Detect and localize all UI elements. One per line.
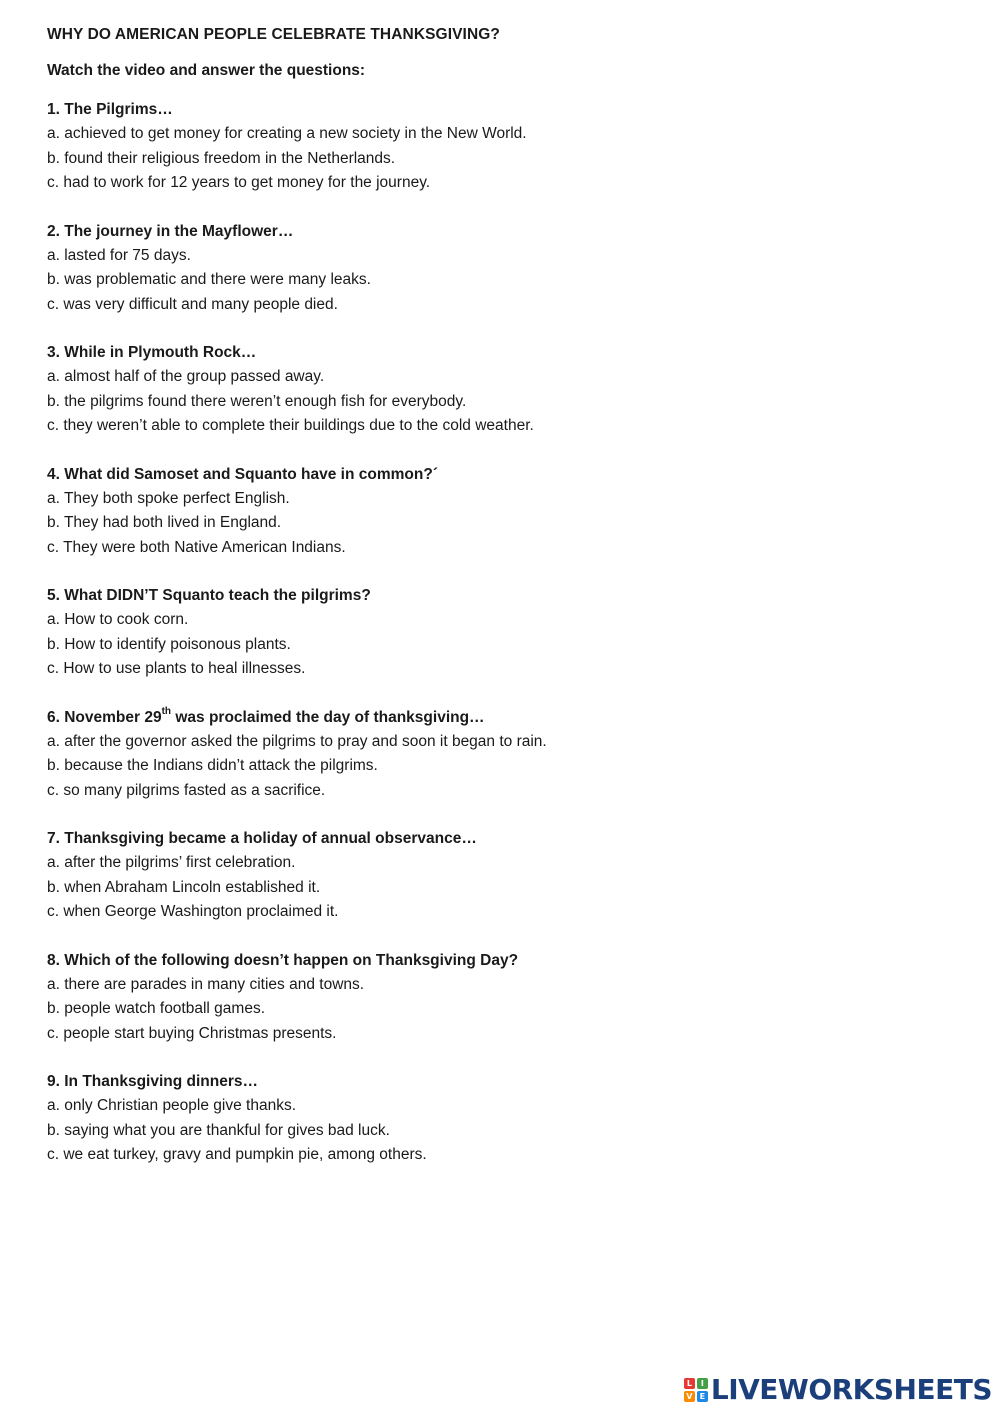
logo-mark-tile: I (697, 1378, 708, 1389)
answer-option-c[interactable]: c. people start buying Christmas presents. (47, 1024, 337, 1042)
question-prompt-end: was proclaimed the day of thanksgiving… (171, 708, 485, 726)
question-prompt: 3. While in Plymouth Rock… (47, 344, 257, 361)
question-prompt: 9. In Thanksgiving dinners… (47, 1073, 259, 1090)
question-prompt (47, 706, 947, 730)
answer-option-c[interactable]: c. when George Washington proclaimed it. (47, 903, 339, 920)
answer-option-b[interactable]: b. How to identify poisonous plants. (47, 635, 291, 653)
answer-option-a[interactable]: a. achieved to get money for creating a new society in the New World. (47, 125, 527, 142)
answer-option-c[interactable]: c. How to use plants to heal illnesses. (47, 660, 306, 677)
answer-option-c[interactable]: c. they weren’t able to complete their buildings due to the cold weather. (47, 417, 534, 434)
answer-option-a[interactable]: a. lasted for 75 days. (47, 246, 191, 264)
answer-option-a[interactable]: a. there are parades in many cities and towns. (47, 975, 365, 993)
page-title: WHY DO AMERICAN PEOPLE CELEBRATE THANKSGIVING? (47, 26, 500, 43)
question-prompt: 7. Thanksgiving became a holiday of annual observance… (47, 830, 477, 847)
liveworksheets-logo (684, 1373, 992, 1407)
answer-option-a[interactable]: a. after the governor asked the pilgrims to pray and soon it began to rain. (47, 732, 547, 750)
answer-option-b[interactable]: b. was problematic and there were many leaks. (47, 271, 371, 288)
question-9 (47, 1070, 947, 1168)
question-3 (47, 341, 947, 439)
logo-mark-tile: L (684, 1378, 695, 1389)
question-4 (47, 463, 947, 561)
question-5 (47, 584, 947, 682)
question-7 (47, 827, 947, 925)
question-prompt: 1. The Pilgrims… (47, 101, 173, 118)
instruction-text: Watch the video and answer the questions: (47, 62, 366, 79)
logo-mark-tile: E (697, 1391, 708, 1402)
answer-option-b[interactable]: b. found their religious freedom in the Netherlands. (47, 149, 396, 167)
answer-option-b[interactable]: b. the pilgrims found there weren’t enough fish for everybody. (47, 392, 467, 410)
answer-option-b[interactable]: b. people watch football games. (47, 1000, 265, 1017)
answer-option-a[interactable]: a. They both spoke perfect English. (47, 489, 290, 507)
worksheet-page (47, 24, 947, 1192)
ordinal-superscript: th (161, 706, 172, 718)
question-1 (47, 98, 947, 196)
answer-option-b[interactable]: b. saying what you are thankful for gives bad luck. (47, 1121, 390, 1139)
question-prompt: 2. The journey in the Mayflower… (47, 222, 294, 240)
question-prompt-start: 6. November 29 (47, 708, 162, 726)
question-prompt: 5. What DIDN’T Squanto teach the pilgrims? (47, 587, 371, 604)
answer-option-a[interactable]: a. after the pilgrims’ first celebration. (47, 854, 296, 871)
question-6 (47, 706, 947, 804)
answer-option-c[interactable]: c. had to work for 12 years to get money for the journey. (47, 174, 431, 191)
question-2 (47, 220, 947, 318)
answer-option-c[interactable]: c. was very difficult and many people died. (47, 295, 338, 313)
answer-option-a[interactable]: a. How to cook corn. (47, 611, 189, 628)
answer-option-c[interactable]: c. we eat turkey, gravy and pumpkin pie, among others. (47, 1146, 427, 1163)
question-prompt: 8. Which of the following doesn’t happen on Thanksgiving Day? (47, 951, 519, 969)
answer-option-b[interactable]: b. because the Indians didn’t attack the pilgrims. (47, 757, 378, 774)
answer-option-a[interactable]: a. almost half of the group passed away. (47, 368, 325, 385)
answer-option-c[interactable]: c. so many pilgrims fasted as a sacrifice. (47, 781, 326, 799)
answer-option-b[interactable]: b. They had both lived in England. (47, 514, 282, 531)
answer-option-c[interactable]: c. They were both Native American Indians. (47, 538, 346, 556)
logo-text: LIVEWORKSHEETS (710, 1373, 992, 1406)
question-8 (47, 949, 947, 1047)
logo-mark-icon (684, 1378, 708, 1402)
question-prompt: 4. What did Samoset and Squanto have in common?´ (47, 465, 438, 483)
answer-option-b[interactable]: b. when Abraham Lincoln established it. (47, 878, 321, 896)
logo-mark-tile: V (684, 1391, 695, 1402)
answer-option-a[interactable]: a. only Christian people give thanks. (47, 1097, 297, 1114)
